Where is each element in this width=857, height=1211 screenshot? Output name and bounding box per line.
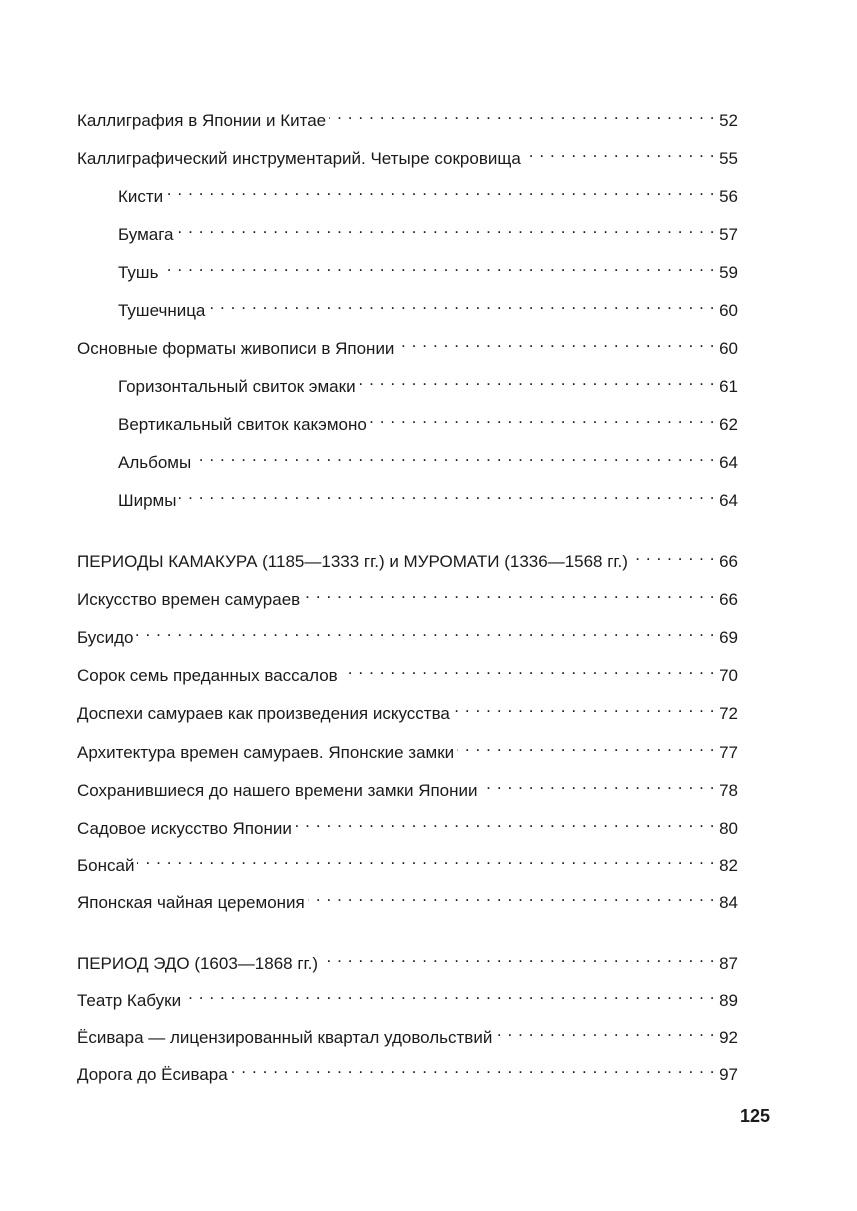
toc-entry-title: Сорок семь преданных вассалов (77, 666, 338, 685)
toc-subentry[interactable] (118, 178, 738, 206)
toc-entry-title: Альбомы (118, 453, 192, 472)
toc-leader-dots (631, 543, 715, 567)
toc-subentry[interactable] (118, 368, 738, 396)
toc-entry[interactable] (77, 847, 738, 875)
toc-entry-title: Каллиграфический инструментарий. Четыре сокровища (77, 149, 521, 168)
toc-entry-page: 61 (719, 377, 738, 396)
toc-leader-dots (161, 254, 715, 278)
toc-entry-page: 84 (719, 893, 738, 912)
toc-entry-title: Бусидо (77, 628, 134, 647)
toc-entry[interactable] (77, 695, 738, 723)
toc-leader-dots (397, 330, 715, 354)
toc-entry-title: ПЕРИОДЫ КАМАКУРА (1185—1333 гг.) и МУРОМАТИ (1336—1568 гг.) (77, 552, 628, 571)
toc-entry-title: Сохранившиеся до нашего времени замки Японии (77, 781, 478, 800)
toc-entry-page: 66 (719, 590, 738, 609)
toc-entry-title: Архитектура времен самураев. Японские замки (77, 743, 455, 762)
toc-entry-title: Тушь (118, 263, 159, 282)
toc-entry-title: Тушечница (118, 301, 206, 320)
toc-entry[interactable] (77, 884, 738, 912)
toc-entry-page: 62 (719, 415, 738, 434)
toc-subentry[interactable] (118, 254, 738, 282)
toc-entry-page: 77 (719, 743, 738, 762)
toc-entry-page: 60 (719, 301, 738, 320)
toc-leader-dots (295, 810, 715, 834)
toc-entry-page: 82 (719, 856, 738, 875)
toc-entry-page: 87 (719, 954, 738, 973)
toc-entry-page: 64 (719, 491, 738, 510)
toc-entry[interactable] (77, 734, 738, 762)
toc-entry-page: 72 (719, 704, 738, 723)
toc-leader-dots (359, 368, 716, 392)
toc-entry-page: 92 (719, 1028, 738, 1047)
toc-entry[interactable] (77, 1056, 738, 1084)
toc-entry-title: Дорога до Ёсивара (77, 1065, 228, 1084)
toc-leader-dots (453, 695, 715, 719)
toc-entry[interactable] (77, 102, 738, 130)
toc-entry-page: 64 (719, 453, 738, 472)
toc-entry-page: 66 (719, 552, 738, 571)
toc-entry-title: Бумага (118, 225, 174, 244)
toc-leader-dots (457, 734, 715, 758)
toc-entry-title: Бонсай (77, 856, 135, 875)
toc-entry-title: Садовое искусство Японии (77, 819, 292, 838)
toc-subentry[interactable] (118, 444, 738, 472)
toc-entry-page: 52 (719, 111, 738, 130)
toc-entry[interactable] (77, 657, 738, 685)
toc-entry[interactable] (77, 619, 738, 647)
toc-leader-dots (495, 1019, 715, 1043)
toc-entry-page: 69 (719, 628, 738, 647)
toc-leader-dots (194, 444, 715, 468)
toc-entry-page: 56 (719, 187, 738, 206)
toc-leader-dots (303, 581, 715, 605)
toc-leader-dots (136, 619, 715, 643)
toc-leader-dots (341, 657, 715, 681)
toc-entry-title: Японская чайная церемония (77, 893, 305, 912)
toc-entry-title: Искусство времен самураев (77, 590, 301, 609)
toc-entry[interactable] (77, 581, 738, 609)
toc-leader-dots (166, 178, 715, 202)
toc-entry-page: 55 (719, 149, 738, 168)
toc-leader-dots (137, 847, 715, 871)
toc-entry-title: Каллиграфия в Японии и Китае (77, 111, 327, 130)
toc-entry[interactable] (77, 330, 738, 358)
toc-entry-title: Вертикальный свиток какэмоно (118, 415, 367, 434)
toc-leader-dots (177, 216, 716, 240)
toc-subentry[interactable] (118, 482, 738, 510)
toc-entry-page: 97 (719, 1065, 738, 1084)
toc-entry[interactable] (77, 810, 738, 838)
toc-subentry[interactable] (118, 216, 738, 244)
toc-entry-page: 60 (719, 339, 738, 358)
toc-leader-dots (208, 292, 715, 316)
toc-entry-page: 80 (719, 819, 738, 838)
page-number: 125 (739, 1106, 770, 1126)
toc-leader-dots (481, 772, 716, 796)
toc-leader-dots (231, 1056, 715, 1080)
toc-entry[interactable] (77, 982, 738, 1010)
toc-entry-title: Основные форматы живописи в Японии (77, 339, 395, 358)
toc-entry-title: Кисти (118, 187, 164, 206)
toc-entry-title: Ёсивара — лицензированный квартал удовольствий (77, 1028, 493, 1047)
toc-entry-title: Театр Кабуки (77, 991, 182, 1010)
toc-entry-title: Доспехи самураев как произведения искусства (77, 704, 450, 723)
toc-entry-page: 59 (719, 263, 738, 282)
toc-entry-title: Ширмы (118, 491, 177, 510)
toc-leader-dots (179, 482, 715, 506)
toc-leader-dots (329, 102, 715, 126)
toc-leader-dots (184, 982, 715, 1006)
toc-section-heading[interactable] (77, 543, 738, 571)
toc-entry[interactable] (77, 140, 738, 168)
toc-leader-dots (308, 884, 715, 908)
toc-entry-title: ПЕРИОД ЭДО (1603—1868 гг.) (77, 954, 319, 973)
toc-entry[interactable] (77, 1019, 738, 1047)
toc-section-heading[interactable] (77, 945, 738, 973)
toc-entry-page: 70 (719, 666, 738, 685)
toc-subentry[interactable] (118, 292, 738, 320)
toc-entry-page: 57 (719, 225, 738, 244)
toc-entry-title: Горизонтальный свиток эмаки (118, 377, 356, 396)
toc-entry-page: 89 (719, 991, 738, 1010)
toc-leader-dots (321, 945, 715, 969)
toc-entry-page: 78 (719, 781, 738, 800)
toc-leader-dots (370, 406, 715, 430)
toc-subentry[interactable] (118, 406, 738, 434)
toc-entry[interactable] (77, 772, 738, 800)
toc-leader-dots (524, 140, 715, 164)
